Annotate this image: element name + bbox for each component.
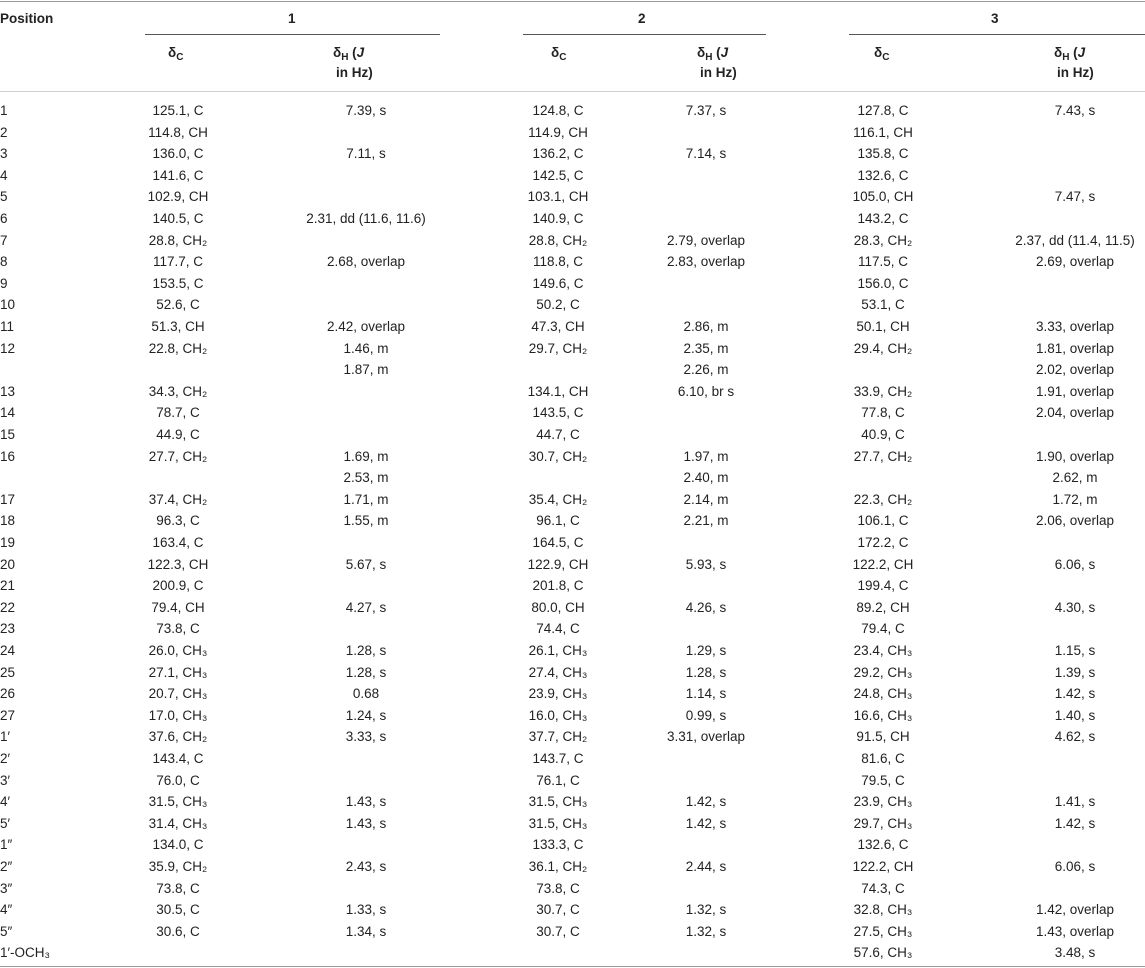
cell-delta-h: 2.69, overlap bbox=[1035, 254, 1115, 270]
cell-delta-h: 1.42, s bbox=[1054, 686, 1096, 702]
cell-delta-c: 31.4, CH₃ bbox=[148, 815, 208, 831]
cell-delta-c: 26.0, CH₃ bbox=[148, 643, 208, 658]
cell-delta-c: 140.9, C bbox=[532, 211, 584, 226]
cell-delta-h: 2.14, m bbox=[683, 491, 729, 507]
cell-delta-c: 27.5, CH₃ bbox=[853, 923, 913, 939]
cell-delta-c: 37.4, CH₂ bbox=[148, 491, 208, 507]
cell-delta-h: 1.39, s bbox=[1054, 664, 1096, 680]
table-row bbox=[0, 640, 1145, 662]
cell-delta-h: 1.28, s bbox=[345, 643, 387, 658]
cell-delta-c: 124.8, C bbox=[532, 103, 584, 118]
cell-delta-c: 134.0, C bbox=[152, 837, 204, 853]
cell-position: 16 bbox=[0, 448, 16, 464]
table-row bbox=[0, 467, 1145, 489]
table-row bbox=[0, 899, 1145, 921]
cell-delta-c: 22.8, CH₂ bbox=[148, 340, 208, 356]
cell-delta-c: 143.4, C bbox=[152, 751, 204, 766]
cell-delta-h: 1.72, m bbox=[1052, 491, 1098, 507]
cell-delta-c: 105.0, CH bbox=[852, 189, 914, 205]
cell-delta-h: 1.81, overlap bbox=[1035, 340, 1115, 356]
header-delta-h-unit-3: in Hz) bbox=[1057, 65, 1094, 80]
cell-position: 3 bbox=[0, 146, 8, 162]
cell-delta-c: 24.8, CH₃ bbox=[853, 686, 913, 702]
cell-delta-h: 0.99, s bbox=[685, 707, 727, 723]
cell-delta-c: 133.3, C bbox=[532, 837, 584, 853]
cell-position: 5 bbox=[0, 189, 8, 205]
cell-delta-h: 1.87, m bbox=[343, 362, 389, 378]
table-row bbox=[0, 338, 1145, 360]
cell-delta-c: 74.3, C bbox=[861, 880, 905, 896]
cell-delta-c: 201.8, C bbox=[532, 578, 584, 594]
table-row bbox=[0, 791, 1145, 813]
cell-delta-c: 26.1, CH₃ bbox=[528, 643, 588, 658]
table-row bbox=[0, 316, 1145, 338]
cell-delta-c: 34.3, CH₂ bbox=[148, 383, 208, 399]
cell-delta-h: 2.83, overlap bbox=[666, 254, 746, 270]
table-row bbox=[0, 381, 1145, 403]
table-row bbox=[0, 856, 1145, 878]
cell-delta-h: 1.42, s bbox=[685, 794, 727, 810]
cell-delta-c: 143.5, C bbox=[532, 405, 584, 421]
cell-position: 1′ bbox=[0, 729, 11, 745]
cell-delta-c: 91.5, CH bbox=[856, 729, 910, 745]
cell-delta-h: 3.48, s bbox=[1054, 945, 1096, 961]
header-delta-c-2: $\delta_C$ bbox=[551, 45, 567, 63]
cell-delta-c: 30.5, C bbox=[156, 902, 200, 918]
cell-delta-c: 37.7, CH₂ bbox=[528, 729, 588, 745]
cell-delta-c: 96.3, C bbox=[156, 513, 200, 529]
cell-delta-h: 1.24, s bbox=[345, 707, 387, 723]
table-row bbox=[0, 834, 1145, 856]
cell-delta-c: 136.2, C bbox=[532, 146, 584, 162]
table-bottom-rule bbox=[0, 966, 1145, 967]
cell-delta-c: 78.7, C bbox=[156, 405, 200, 421]
cell-position: 14 bbox=[0, 405, 16, 421]
header-compound-1: 1 bbox=[288, 11, 296, 26]
table-row bbox=[0, 510, 1145, 532]
cell-delta-c: 28.3, CH₂ bbox=[853, 232, 913, 248]
cell-delta-h: 4.27, s bbox=[345, 599, 387, 615]
cell-delta-c: 77.8, C bbox=[861, 405, 905, 421]
cell-delta-c: 102.9, CH bbox=[147, 189, 209, 205]
cell-delta-c: 22.3, CH₂ bbox=[853, 491, 913, 507]
cell-delta-c: 28.8, CH₂ bbox=[148, 232, 208, 248]
table-row bbox=[0, 878, 1145, 900]
header-delta-h-1: $\delta_H$ (J bbox=[333, 45, 365, 63]
cell-delta-h: 1.42, s bbox=[1054, 815, 1096, 831]
table-row bbox=[0, 532, 1145, 554]
cell-delta-c: 23.9, CH₃ bbox=[853, 794, 913, 810]
table-row bbox=[0, 726, 1145, 748]
cell-delta-c: 122.3, CH bbox=[147, 556, 209, 572]
table-row bbox=[0, 100, 1145, 122]
cell-position: 4 bbox=[0, 167, 8, 183]
cell-delta-h: 1.91, overlap bbox=[1035, 383, 1115, 399]
cell-position: 4′ bbox=[0, 794, 11, 810]
cell-position: 24 bbox=[0, 643, 16, 658]
cell-delta-h: 6.06, s bbox=[1054, 556, 1096, 572]
table-row bbox=[0, 618, 1145, 640]
cell-delta-c: 79.4, CH bbox=[151, 599, 205, 615]
cell-delta-c: 73.8, C bbox=[156, 621, 200, 637]
cell-delta-c: 79.4, C bbox=[861, 621, 905, 637]
cell-delta-c: 44.7, C bbox=[536, 427, 580, 442]
cell-position: 27 bbox=[0, 707, 16, 723]
table-row bbox=[0, 597, 1145, 619]
cell-delta-c: 40.9, C bbox=[861, 427, 905, 442]
table-row bbox=[0, 359, 1145, 381]
cell-delta-c: 103.1, CH bbox=[527, 189, 589, 205]
table-row bbox=[0, 294, 1145, 316]
table-row bbox=[0, 230, 1145, 252]
cell-position: 15 bbox=[0, 427, 16, 442]
cell-position: 8 bbox=[0, 254, 8, 270]
cell-delta-c: 122.2, CH bbox=[852, 556, 914, 572]
header-delta-h-3: $\delta_H$ (J bbox=[1054, 45, 1086, 63]
cell-delta-c: 16.0, CH₃ bbox=[528, 707, 588, 723]
cell-delta-h: 1.97, m bbox=[683, 448, 729, 464]
cell-delta-h: 1.71, m bbox=[343, 491, 389, 507]
table-row bbox=[0, 942, 1145, 964]
cell-delta-c: 16.6, CH₃ bbox=[853, 707, 913, 723]
cell-delta-c: 57.6, CH₃ bbox=[853, 945, 913, 961]
header-delta-c-3: $\delta_C$ bbox=[874, 45, 890, 63]
header-delta-h-unit-1: in Hz) bbox=[336, 65, 373, 80]
cell-delta-h: 2.35, m bbox=[683, 340, 729, 356]
cell-delta-h: 2.04, overlap bbox=[1035, 405, 1115, 421]
cell-position: 2 bbox=[0, 124, 8, 140]
cell-position: 25 bbox=[0, 664, 16, 680]
cell-delta-h: 2.43, s bbox=[345, 859, 387, 874]
cell-delta-c: 141.6, C bbox=[152, 167, 204, 183]
cell-delta-h: 1.14, s bbox=[685, 686, 727, 702]
cell-delta-c: 50.2, C bbox=[536, 297, 580, 313]
cell-position: 21 bbox=[0, 578, 16, 594]
cell-delta-c: 36.1, CH₂ bbox=[528, 859, 588, 874]
cell-delta-h: 1.28, s bbox=[685, 664, 727, 680]
cell-delta-h: 2.86, m bbox=[683, 319, 729, 334]
cell-delta-c: 31.5, CH₃ bbox=[528, 794, 588, 810]
cell-position: 17 bbox=[0, 491, 16, 507]
table-row bbox=[0, 165, 1145, 187]
cell-delta-c: 143.7, C bbox=[532, 751, 584, 766]
cell-delta-h: 2.26, m bbox=[683, 362, 729, 378]
cell-delta-c: 30.7, C bbox=[536, 923, 580, 939]
cell-delta-c: 29.4, CH₂ bbox=[853, 340, 913, 356]
cell-delta-c: 132.6, C bbox=[857, 837, 909, 853]
cell-delta-h: 6.10, br s bbox=[677, 383, 735, 399]
cell-position: 13 bbox=[0, 383, 16, 399]
cell-delta-c: 156.0, C bbox=[857, 275, 909, 291]
cell-delta-c: 199.4, C bbox=[857, 578, 909, 594]
cell-delta-c: 37.6, CH₂ bbox=[148, 729, 208, 745]
cell-delta-h: 1.40, s bbox=[1054, 707, 1096, 723]
cell-delta-h: 5.93, s bbox=[685, 556, 727, 572]
cell-delta-c: 27.7, CH₂ bbox=[853, 448, 913, 464]
cell-position: 11 bbox=[0, 319, 15, 334]
cell-delta-h: 2.02, overlap bbox=[1035, 362, 1115, 378]
table-row bbox=[0, 186, 1145, 208]
cell-delta-c: 47.3, CH bbox=[531, 319, 585, 334]
table-row bbox=[0, 662, 1145, 684]
cell-delta-c: 51.3, CH bbox=[151, 319, 205, 334]
cell-delta-c: 149.6, C bbox=[532, 275, 584, 291]
cell-position: 22 bbox=[0, 599, 16, 615]
cell-delta-c: 35.9, CH₂ bbox=[148, 859, 208, 874]
table-row bbox=[0, 748, 1145, 770]
cell-delta-h: 3.31, overlap bbox=[666, 729, 746, 745]
cell-delta-c: 142.5, C bbox=[532, 167, 584, 183]
cell-position: 5″ bbox=[0, 923, 13, 939]
cell-delta-h: 2.62, m bbox=[1052, 470, 1098, 486]
cell-delta-c: 23.4, CH₃ bbox=[853, 643, 913, 658]
cell-delta-h: 2.40, m bbox=[683, 470, 729, 486]
cell-delta-h: 1.42, s bbox=[685, 815, 727, 831]
cell-delta-h: 4.62, s bbox=[1054, 729, 1096, 745]
cell-delta-h: 2.31, dd (11.6, 11.6) bbox=[306, 211, 426, 226]
cell-delta-c: 73.8, C bbox=[156, 880, 200, 896]
cell-delta-c: 20.7, CH₃ bbox=[148, 686, 208, 702]
cell-delta-c: 117.7, C bbox=[152, 254, 204, 270]
cell-delta-h: 4.30, s bbox=[1054, 599, 1096, 615]
table-row bbox=[0, 921, 1145, 943]
cell-delta-h: 1.15, s bbox=[1054, 643, 1096, 658]
cell-delta-c: 134.1, CH bbox=[527, 383, 589, 399]
cell-delta-c: 125.1, C bbox=[152, 103, 204, 118]
cell-delta-h: 2.06, overlap bbox=[1035, 513, 1115, 529]
cell-delta-c: 31.5, CH₃ bbox=[148, 794, 208, 810]
cell-delta-c: 27.4, CH₃ bbox=[528, 664, 588, 680]
cell-position: 9 bbox=[0, 275, 8, 291]
cell-position: 3″ bbox=[0, 880, 13, 896]
cell-delta-h: 7.11, s bbox=[346, 146, 386, 162]
cell-delta-h: 1.32, s bbox=[685, 923, 727, 939]
header-delta-h-unit-2: in Hz) bbox=[700, 65, 737, 80]
table-row bbox=[0, 705, 1145, 727]
cell-delta-h: 1.69, m bbox=[343, 448, 389, 464]
cell-delta-c: 172.2, C bbox=[857, 535, 909, 550]
cell-delta-c: 50.1, CH bbox=[856, 319, 910, 334]
cell-position: 3′ bbox=[0, 772, 11, 788]
cell-position: 20 bbox=[0, 556, 16, 572]
cell-delta-h: 1.42, overlap bbox=[1035, 902, 1115, 918]
table-row bbox=[0, 402, 1145, 424]
cell-delta-c: 73.8, C bbox=[536, 880, 580, 896]
cell-position: 1 bbox=[0, 103, 8, 118]
cell-delta-h: 1.33, s bbox=[345, 902, 387, 918]
group-rule-1 bbox=[145, 34, 440, 35]
cell-delta-h: 1.46, m bbox=[343, 340, 389, 356]
table-row bbox=[0, 575, 1145, 597]
cell-delta-h: 1.90, overlap bbox=[1035, 448, 1115, 464]
cell-position: 26 bbox=[0, 686, 16, 702]
header-compound-2: 2 bbox=[638, 11, 646, 26]
cell-delta-c: 35.4, CH₂ bbox=[528, 491, 588, 507]
table-row bbox=[0, 813, 1145, 835]
cell-delta-h: 3.33, overlap bbox=[1035, 319, 1115, 334]
cell-position: 1″ bbox=[0, 837, 13, 853]
cell-delta-h: 1.43, overlap bbox=[1035, 923, 1115, 939]
header-delta-h-2: $\delta_H$ (J bbox=[697, 45, 729, 63]
cell-delta-h: 7.43, s bbox=[1054, 103, 1096, 118]
table-row bbox=[0, 489, 1145, 511]
cell-delta-c: 28.8, CH₂ bbox=[528, 232, 588, 248]
cell-delta-c: 114.9, CH bbox=[528, 124, 588, 140]
cell-delta-h: 1.43, s bbox=[345, 815, 387, 831]
cell-position: 2′ bbox=[0, 751, 11, 766]
cell-delta-c: 96.1, C bbox=[536, 513, 580, 529]
table-row bbox=[0, 424, 1145, 446]
cell-position: 12 bbox=[0, 340, 16, 356]
cell-delta-c: 136.0, C bbox=[152, 146, 204, 162]
cell-delta-h: 1.43, s bbox=[345, 794, 387, 810]
table-row bbox=[0, 122, 1145, 144]
cell-delta-h: 2.79, overlap bbox=[666, 232, 746, 248]
cell-delta-h: 7.39, s bbox=[345, 103, 387, 118]
cell-delta-c: 164.5, C bbox=[532, 535, 584, 550]
cell-delta-c: 32.8, CH₃ bbox=[853, 902, 913, 918]
cell-delta-c: 29.2, CH₃ bbox=[853, 664, 913, 680]
cell-delta-c: 33.9, CH₂ bbox=[853, 383, 913, 399]
cell-delta-c: 74.4, C bbox=[536, 621, 580, 637]
cell-delta-h: 2.68, overlap bbox=[326, 254, 406, 270]
cell-delta-c: 163.4, C bbox=[152, 535, 204, 550]
group-rule-3 bbox=[849, 34, 1145, 35]
cell-delta-c: 44.9, C bbox=[156, 427, 200, 442]
cell-delta-h: 2.37, dd (11.4, 11.5) bbox=[1015, 232, 1135, 248]
cell-delta-c: 30.7, C bbox=[536, 902, 580, 918]
cell-delta-c: 143.2, C bbox=[857, 211, 909, 226]
table-row bbox=[0, 770, 1145, 792]
cell-position: 10 bbox=[0, 297, 16, 313]
cell-position: 4″ bbox=[0, 902, 13, 918]
cell-delta-c: 27.7, CH₂ bbox=[148, 448, 208, 464]
cell-delta-h: 1.41, s bbox=[1054, 794, 1096, 810]
cell-delta-h: 6.06, s bbox=[1054, 859, 1096, 874]
cell-delta-h: 5.67, s bbox=[345, 556, 387, 572]
cell-delta-c: 135.8, C bbox=[857, 146, 909, 162]
cell-delta-h: 1.34, s bbox=[345, 923, 387, 939]
cell-delta-c: 200.9, C bbox=[152, 578, 204, 594]
cell-delta-c: 122.2, CH bbox=[852, 859, 914, 874]
cell-delta-h: 4.26, s bbox=[685, 599, 727, 615]
cell-delta-c: 53.1, C bbox=[861, 297, 905, 313]
table-row bbox=[0, 683, 1145, 705]
cell-position: 1′-OCH₃ bbox=[0, 945, 51, 961]
cell-delta-c: 116.1, CH bbox=[853, 124, 913, 140]
cell-delta-c: 117.5, C bbox=[857, 254, 909, 270]
cell-delta-c: 52.6, C bbox=[156, 297, 200, 313]
cell-delta-c: 153.5, C bbox=[152, 275, 204, 291]
cell-delta-h: 2.21, m bbox=[683, 513, 729, 529]
cell-position: 19 bbox=[0, 535, 16, 550]
table-top-rule bbox=[0, 1, 1145, 2]
cell-delta-c: 114.8, CH bbox=[148, 124, 208, 140]
cell-delta-c: 29.7, CH₂ bbox=[528, 340, 588, 356]
table-row bbox=[0, 446, 1145, 468]
cell-position: 23 bbox=[0, 621, 16, 637]
cell-delta-c: 140.5, C bbox=[152, 211, 204, 226]
cell-position: 7 bbox=[0, 232, 8, 248]
cell-delta-h: 0.68 bbox=[352, 686, 380, 702]
cell-delta-c: 27.1, CH₃ bbox=[148, 664, 208, 680]
cell-delta-c: 81.6, C bbox=[861, 751, 905, 766]
cell-delta-h: 1.28, s bbox=[345, 664, 387, 680]
cell-delta-c: 118.8, C bbox=[532, 254, 584, 270]
cell-position: 18 bbox=[0, 513, 16, 529]
cell-delta-c: 31.5, CH₃ bbox=[528, 815, 588, 831]
header-delta-c-1: $\delta_C$ bbox=[168, 45, 184, 63]
table-row bbox=[0, 554, 1145, 576]
cell-position: 5′ bbox=[0, 815, 11, 831]
cell-delta-c: 23.9, CH₃ bbox=[528, 686, 588, 702]
header-bottom-rule bbox=[0, 91, 1145, 92]
cell-delta-h: 2.42, overlap bbox=[326, 319, 406, 334]
table-row bbox=[0, 143, 1145, 165]
table-row bbox=[0, 273, 1145, 295]
cell-delta-c: 106.1, C bbox=[857, 513, 909, 529]
cell-delta-c: 89.2, CH bbox=[856, 599, 910, 615]
cell-delta-h: 1.55, m bbox=[343, 513, 389, 529]
cell-delta-h: 1.29, s bbox=[685, 643, 727, 658]
cell-delta-c: 122.9, CH bbox=[527, 556, 589, 572]
header-compound-3: 3 bbox=[991, 11, 999, 26]
table-row bbox=[0, 208, 1145, 230]
cell-delta-c: 80.0, CH bbox=[531, 599, 585, 615]
cell-position: 2″ bbox=[0, 859, 13, 874]
cell-delta-h: 1.32, s bbox=[685, 902, 727, 918]
cell-delta-h: 2.44, s bbox=[685, 859, 727, 874]
table-row bbox=[0, 251, 1145, 273]
cell-delta-c: 132.6, C bbox=[857, 167, 909, 183]
cell-delta-c: 30.6, C bbox=[156, 923, 200, 939]
cell-delta-c: 76.0, C bbox=[156, 772, 200, 788]
cell-delta-c: 17.0, CH₃ bbox=[148, 707, 208, 723]
cell-delta-h: 3.33, s bbox=[345, 729, 387, 745]
cell-delta-h: 2.53, m bbox=[343, 470, 389, 486]
cell-delta-h: 7.37, s bbox=[685, 103, 727, 118]
cell-delta-h: 7.14, s bbox=[685, 146, 727, 162]
cell-delta-c: 30.7, CH₂ bbox=[528, 448, 588, 464]
header-position: Position bbox=[0, 11, 54, 26]
cell-delta-c: 127.8, C bbox=[857, 103, 909, 118]
cell-delta-c: 76.1, C bbox=[536, 772, 580, 788]
cell-delta-h: 7.47, s bbox=[1054, 189, 1096, 205]
cell-delta-c: 29.7, CH₃ bbox=[853, 815, 913, 831]
group-rule-2 bbox=[523, 34, 766, 35]
cell-delta-c: 79.5, C bbox=[861, 772, 905, 788]
cell-position: 6 bbox=[0, 211, 8, 226]
